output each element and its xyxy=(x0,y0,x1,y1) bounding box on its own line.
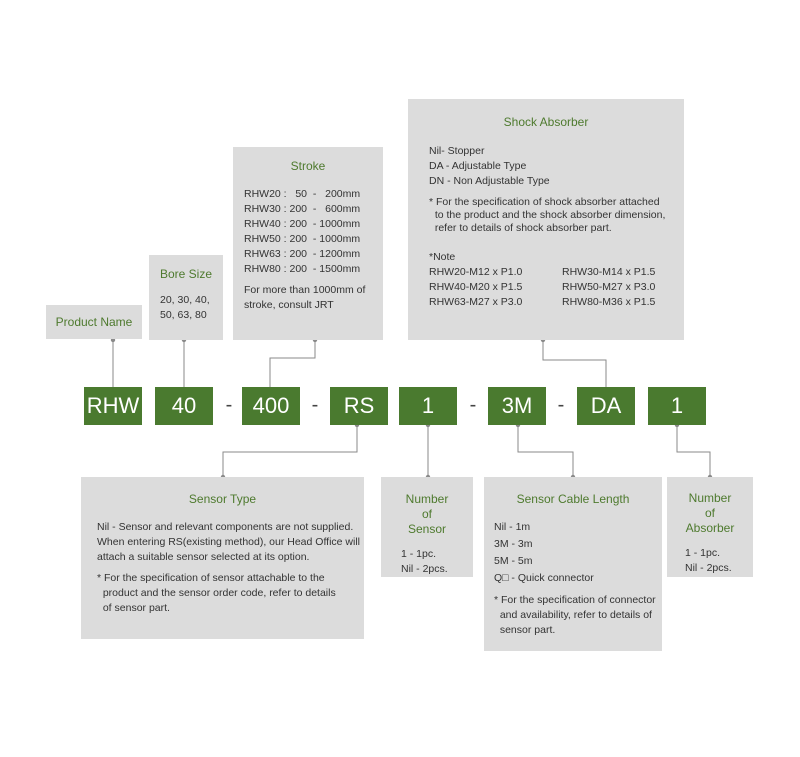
shock-absorber-model: RHW40-M20 x P1.5 xyxy=(429,281,523,293)
sensor-type-line: attach a suitable sensor selected at its option. xyxy=(97,551,310,563)
sensor-cable-length-note: and availability, refer to details of xyxy=(494,609,652,621)
code-rhw: RHW xyxy=(84,387,142,425)
number-of-absorber-line: 1 - 1pc. xyxy=(685,547,721,559)
stroke-line: RHW30 : 200 - 600mm xyxy=(244,203,361,215)
shock-absorber-title: Shock Absorber xyxy=(503,115,589,129)
code-shock-absorber: DA xyxy=(577,387,635,425)
bore-size-line: 20, 30, 40, xyxy=(160,294,210,306)
sensor-cable-length-line: 3M - 3m xyxy=(494,538,533,550)
sensor-type-note: of sensor part. xyxy=(97,602,170,614)
number-of-sensor-line: Nil - 2pcs. xyxy=(401,563,448,575)
sensor-cable-length-note: * For the specification of connector xyxy=(494,594,656,606)
shock-absorber-model: RHW63-M27 x P3.0 xyxy=(429,296,523,308)
sensor-type-line: When entering RS(existing method), our Head Office will xyxy=(97,536,361,548)
stroke-title: Stroke xyxy=(290,159,326,173)
sensor-type-line: Nil - Sensor and relevant components are not supplied. xyxy=(97,521,354,533)
shock-absorber-note-label: *Note xyxy=(429,251,456,263)
sensor-cable-length-line: Nil - 1m xyxy=(494,521,531,533)
shock-absorber-note: refer to details of shock absorber part. xyxy=(429,222,612,234)
sensor-cable-length-line: 5M - 5m xyxy=(494,555,533,567)
stroke-note: For more than 1000mm of xyxy=(244,284,366,296)
sensor-cable-length-title: Sensor Cable Length xyxy=(516,492,630,506)
shock-absorber-model: RHW30-M14 x P1.5 xyxy=(562,266,656,278)
stroke-box xyxy=(233,147,383,340)
stroke-note: stroke, consult JRT xyxy=(244,299,334,311)
number-of-sensor-title: Sensor xyxy=(407,522,447,536)
number-of-absorber-title: Number of xyxy=(688,491,732,520)
number-of-sensor-line: 1 - 1pc. xyxy=(401,548,437,560)
code-number-of-absorber: 1 xyxy=(648,387,706,425)
separator: - xyxy=(311,394,319,416)
separator: - xyxy=(469,394,477,416)
shock-absorber-note: * For the specification of shock absorber attached xyxy=(429,196,660,208)
sensor-type-note: * For the specification of sensor attachable to the xyxy=(97,572,325,584)
stroke-line: RHW63 : 200 - 1200mm xyxy=(244,248,361,260)
shock-absorber-model: RHW80-M36 x P1.5 xyxy=(562,296,656,308)
sensor-type-title: Sensor Type xyxy=(188,492,257,506)
shock-absorber-note: to the product and the shock absorber dimension, xyxy=(429,209,666,221)
sensor-cable-length-note: sensor part. xyxy=(494,624,556,636)
code-cable-length: 3M xyxy=(488,387,546,425)
shock-absorber-line: Nil- Stopper xyxy=(429,145,485,157)
shock-absorber-line: DA - Adjustable Type xyxy=(429,160,527,172)
stroke-line: RHW80 : 200 - 1500mm xyxy=(244,263,361,275)
bore-size-box xyxy=(149,255,223,340)
stroke-line: RHW40 : 200 - 1000mm xyxy=(244,218,361,230)
shock-absorber-line: DN - Non Adjustable Type xyxy=(429,175,550,187)
product-name-box xyxy=(46,305,142,339)
stroke-line: RHW50 : 200 - 1000mm xyxy=(244,233,361,245)
code-number-of-sensor: 1 xyxy=(399,387,457,425)
code-sensor-type: RS xyxy=(330,387,388,425)
shock-absorber-box xyxy=(408,99,684,340)
separator: - xyxy=(225,394,233,416)
sensor-cable-length-box xyxy=(484,477,662,651)
stroke-line: RHW20 : 50 - 200mm xyxy=(244,188,361,200)
number-of-sensor-box xyxy=(381,477,473,577)
shock-absorber-model: RHW50-M27 x P3.0 xyxy=(562,281,656,293)
code-stroke: 400 xyxy=(242,387,300,425)
number-of-absorber-box xyxy=(667,477,753,577)
code-bore: 40 xyxy=(155,387,213,425)
shock-absorber-model: RHW20-M12 x P1.0 xyxy=(429,266,523,278)
sensor-cable-length-line: Q□ - Quick connector xyxy=(494,572,594,584)
number-of-sensor-title: Number of xyxy=(405,492,449,521)
sensor-type-note: product and the sensor order code, refer to details xyxy=(97,587,336,599)
separator: - xyxy=(557,394,565,416)
bore-size-line: 50, 63, 80 xyxy=(160,309,207,321)
product-name-title: Product Name xyxy=(55,315,133,329)
number-of-absorber-title: Absorber xyxy=(685,521,735,535)
sensor-type-box xyxy=(81,477,364,639)
number-of-absorber-line: Nil - 2pcs. xyxy=(685,562,732,574)
bore-size-title: Bore Size xyxy=(160,267,213,281)
